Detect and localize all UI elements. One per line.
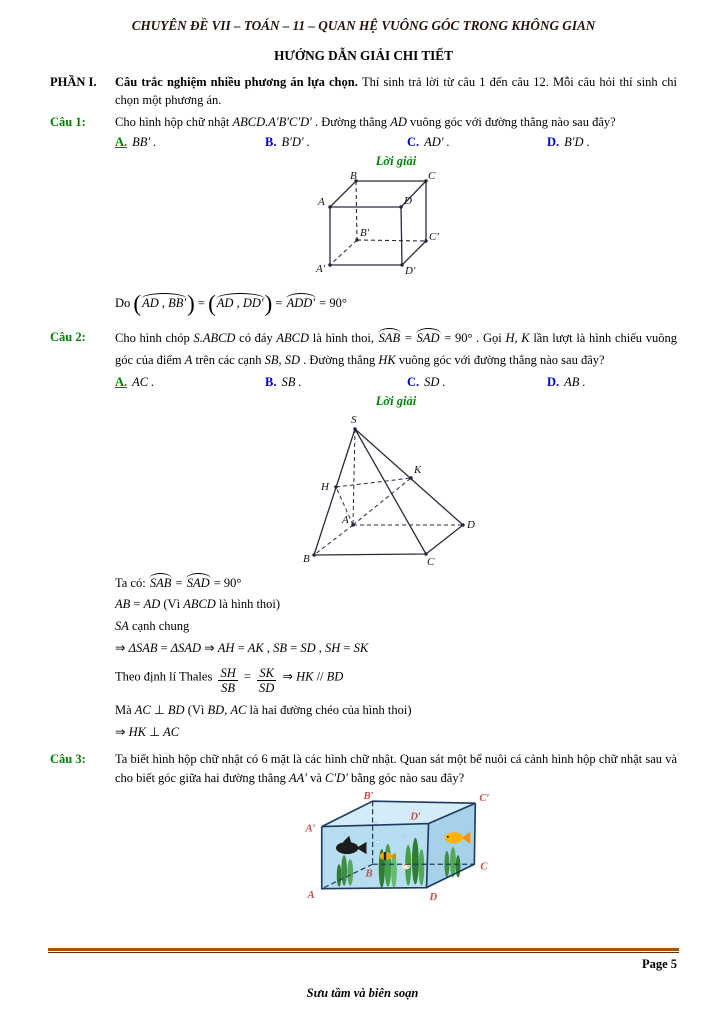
- option-value: B′D .: [564, 134, 590, 149]
- question-1-solution: Do (AD , BB′) = (AD , DD′) = ADD′ = 90°: [115, 291, 347, 317]
- option-letter: A.: [115, 375, 128, 390]
- question-3-label: Câu 3:: [50, 751, 86, 766]
- vertex-label: B′: [360, 227, 370, 240]
- option-letter: D.: [547, 375, 560, 390]
- question-2-options: [115, 373, 677, 392]
- vertex-label: C: [427, 555, 435, 568]
- vertex-label: C′: [479, 792, 490, 805]
- pyramid-solid-edges: [314, 429, 463, 555]
- option-b: [265, 373, 407, 392]
- document-header: CHUYÊN ĐỀ VII – TOÁN – 11 – QUAN HỆ VUÔNG GÓC TRONG KHÔNG GIAN: [131, 18, 596, 33]
- footer-rule-thin: [48, 952, 679, 953]
- footer-rule-thick: [48, 948, 679, 951]
- part1-text: Câu trắc nghiệm nhiều phương án lựa chọn. Thí sinh trả lời từ câu 1 đến câu 12. Mỗi câu hỏi thí sinh chỉ chọn một phương án.: [115, 74, 678, 108]
- option-value: AB .: [564, 375, 586, 390]
- pyramid-svg: [276, 411, 516, 571]
- question-1: [50, 113, 677, 132]
- solution-heading-2: Lời giải: [375, 393, 417, 408]
- cube-svg: [266, 170, 526, 282]
- aquarium-figure: [115, 791, 677, 909]
- vertex-label: C′: [429, 231, 439, 244]
- vertex-label: S: [351, 413, 357, 426]
- option-c: [407, 373, 547, 392]
- q2-solution-line: Theo định lí Thales $\frac{SH}{SB}$ = $\frac{SK}{SD}$ ⇒ HK // BD: [115, 665, 344, 695]
- q2-solution-line: AB = AD (Vì ABCD là hình thoi): [115, 597, 281, 612]
- vertex-label: B′: [363, 791, 374, 803]
- question-1-options: [115, 133, 677, 152]
- question-2-label: Câu 2:: [50, 330, 86, 345]
- footer-credit: Sưu tầm và biên soạn: [306, 986, 419, 1000]
- option-letter: A.: [115, 134, 128, 149]
- page-number: Page 5: [641, 957, 677, 971]
- option-value: SB .: [281, 375, 302, 390]
- question-1-label: Câu 1:: [50, 115, 86, 130]
- vertex-label: D: [404, 195, 412, 208]
- q2-solution-line: Mà AC ⊥ BD (Vì BD, AC là hai đường chéo của hình thoi): [115, 703, 412, 718]
- vertex-label: D: [467, 518, 475, 531]
- question-3: [50, 750, 677, 788]
- option-d: [547, 373, 677, 392]
- solution-heading-1: Lời giải: [375, 153, 417, 168]
- option-d: [547, 133, 677, 152]
- aquarium-svg: [284, 791, 508, 909]
- footer-divider: [48, 948, 679, 953]
- q2-solution-line: SA cạnh chung: [115, 619, 190, 634]
- question-3-text: Ta biết hình hộp chữ nhật có 6 mặt là các hình chữ nhật. Quan sát một bể nuôi cá cảnh hình hộp chữ nhật sau và cho biết góc giữa hai đường thẳng AA′ và C′D′ bằng góc nào sau đây?: [115, 751, 677, 785]
- q2-solution-line: ⇒ HK ⊥ AC: [115, 725, 180, 740]
- vertex-label: K: [414, 463, 422, 476]
- option-letter: B.: [265, 134, 277, 149]
- pyramid-hidden-edges: [314, 429, 463, 555]
- vertex-label: A: [342, 513, 349, 526]
- part1-label: PHẦN I.: [50, 74, 97, 89]
- vertex-label: B: [365, 867, 373, 880]
- option-letter: B.: [265, 375, 277, 390]
- q2-solution-line: Ta có: SAB = SAD = 90°: [115, 575, 242, 590]
- option-value: B′D′ .: [281, 134, 310, 149]
- option-b: [265, 133, 407, 152]
- vertex-label: C: [480, 860, 488, 873]
- section-title: HƯỚNG DẪN GIẢI CHI TIẾT: [274, 47, 453, 63]
- option-value: AD′ .: [424, 134, 450, 149]
- vertex-label: D: [429, 891, 438, 904]
- vertex-label: A′: [316, 263, 326, 276]
- part1-block: [50, 73, 677, 111]
- pyramid-figure: [115, 411, 677, 571]
- option-c: [407, 133, 547, 152]
- vertex-label: D′: [410, 810, 421, 823]
- vertex-label: A: [318, 196, 325, 209]
- option-a: [115, 373, 265, 392]
- vertex-label: A′: [305, 823, 316, 836]
- option-letter: D.: [547, 134, 560, 149]
- option-value: AC .: [132, 375, 155, 390]
- vertex-label: B: [350, 170, 357, 183]
- option-a: [115, 133, 265, 152]
- vertex-label: A: [307, 889, 315, 902]
- q2-solution-line: ⇒ ΔSAB = ΔSAD ⇒ AH = AK , SB = SD , SH = SK: [115, 640, 369, 655]
- question-1-text: Cho hình hộp chữ nhật ABCD.A′B′C′D′ . Đường thẳng AD vuông góc với đường thẳng nào sau đây?: [115, 115, 616, 130]
- cube-hidden-edges: [330, 181, 426, 265]
- question-2: [50, 328, 677, 372]
- vertex-label: B: [303, 552, 310, 565]
- vertex-label: H: [321, 480, 329, 493]
- option-letter: C.: [407, 375, 420, 390]
- option-value: SD .: [424, 375, 446, 390]
- question-2-text: Cho hình chóp S.ABCD có đáy ABCD là hình thoi, SAB = SAD = 90° . Gọi H, K lần lượt là hình chiếu vuông góc của điểm A trên các cạnh SB, SD . Đường thẳng HK vuông góc với đường thẳng nào sau đây?: [115, 331, 677, 368]
- vertex-label: D′: [405, 265, 416, 278]
- vertex-label: C: [428, 170, 436, 183]
- cube-figure: [115, 170, 677, 282]
- option-letter: C.: [407, 134, 420, 149]
- option-value: BB′ .: [132, 134, 157, 149]
